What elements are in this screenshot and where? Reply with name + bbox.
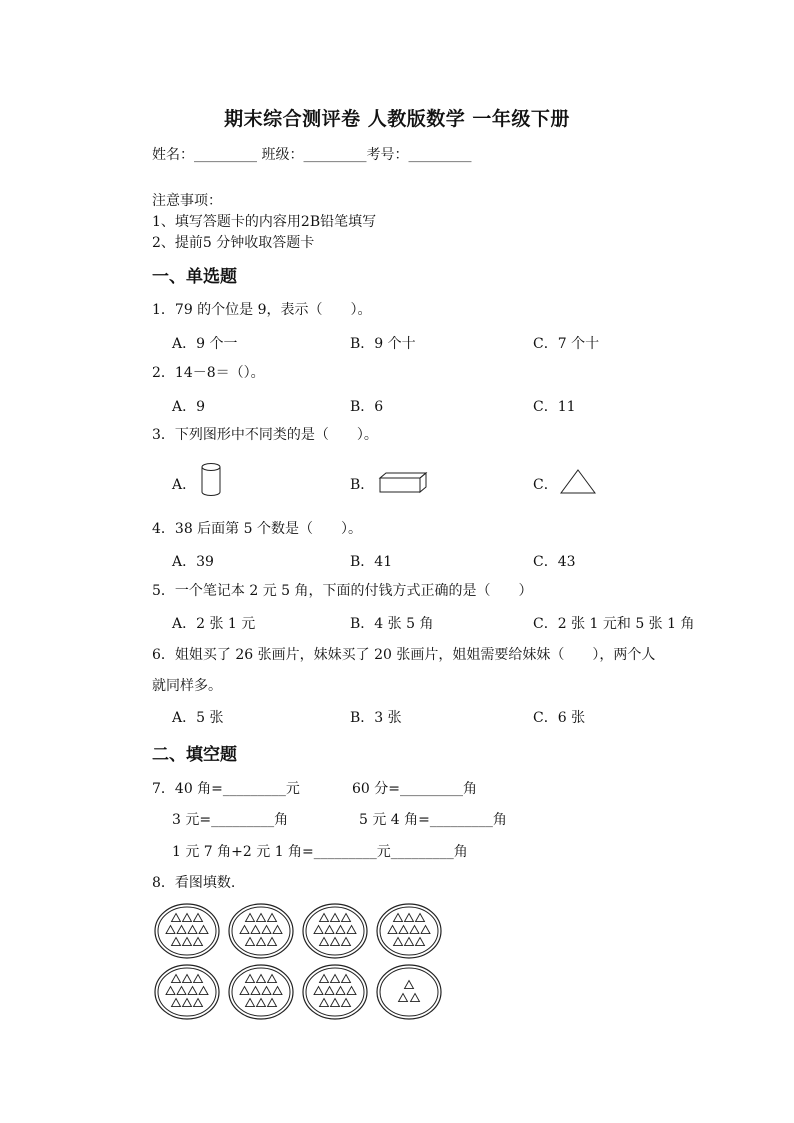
small-triangle [268, 975, 277, 983]
triangle-group-oval [303, 965, 367, 1019]
small-triangle [268, 999, 277, 1007]
small-triangle [331, 975, 340, 983]
small-triangle [188, 926, 197, 934]
small-triangle [172, 938, 181, 946]
triangle-group-oval [229, 965, 293, 1019]
small-triangle [262, 926, 271, 934]
small-triangle [257, 999, 266, 1007]
small-triangle [177, 926, 186, 934]
small-triangle [251, 987, 260, 995]
option-c: C． [533, 477, 558, 493]
small-triangle [342, 999, 351, 1007]
option-c: C．6 张 [533, 710, 586, 726]
small-triangle [325, 926, 334, 934]
option-b: B．41 [350, 554, 393, 570]
note-item: 1、填写答题卡的内容用2B铅笔填写 [152, 214, 377, 230]
small-triangle [405, 914, 414, 922]
question-stem: 4．38 后面第 5 个数是（ ）。 [152, 521, 362, 537]
small-triangle [416, 938, 425, 946]
note-item: 2、提前5 分钟收取答题卡 [152, 235, 315, 251]
small-triangle [314, 926, 323, 934]
small-triangle [421, 926, 430, 934]
small-triangle [314, 987, 323, 995]
question-stem: 2．14－8＝（）。 [152, 365, 265, 381]
small-triangle [388, 926, 397, 934]
option-b: B．3 张 [350, 710, 402, 726]
small-triangle [246, 914, 255, 922]
option-a: A．9 [172, 399, 206, 415]
small-triangle [257, 914, 266, 922]
page-title: 期末综合测评卷 人教版数学 一年级下册 [224, 108, 570, 130]
option-c: C．7 个十 [533, 336, 600, 352]
small-triangle [331, 999, 340, 1007]
small-triangle [257, 975, 266, 983]
small-triangle [347, 926, 356, 934]
student-info-line: 姓名：_________ 班级：_________考号：_________ [152, 147, 472, 163]
small-triangle [257, 938, 266, 946]
notes-heading: 注意事项： [152, 193, 222, 209]
fill-blank-line: 5 元 4 角=_________角 [359, 812, 507, 828]
small-triangle [183, 914, 192, 922]
fill-blank-line: 3 元=_________角 [172, 812, 289, 828]
small-triangle [273, 926, 282, 934]
option-b: B．6 [350, 399, 384, 415]
triangle-group-oval [229, 904, 293, 958]
small-triangle [342, 975, 351, 983]
fill-blank-line: 7．40 角=_________元 [152, 781, 300, 797]
small-triangle [166, 926, 175, 934]
small-triangle [183, 938, 192, 946]
small-triangle [166, 987, 175, 995]
triangle-group-oval [377, 965, 441, 1019]
question-stem-continued: 就同样多。 [152, 678, 222, 694]
question-stem: 6．姐姐买了 26 张画片，妹妹买了 20 张画片，姐姐需要给妹妹（ ），两个人 [152, 647, 656, 663]
small-triangle [262, 987, 271, 995]
option-b: B．9 个十 [350, 336, 416, 352]
question-stem: 5．一个笔记本 2 元 5 角，下面的付钱方式正确的是（ ） [152, 583, 533, 599]
cylinder-icon [198, 462, 226, 498]
small-triangle [183, 975, 192, 983]
small-triangle [331, 914, 340, 922]
triangle-group-oval [377, 904, 441, 958]
small-triangle [405, 981, 414, 989]
small-triangle [399, 926, 408, 934]
small-triangle [320, 999, 329, 1007]
small-triangle [194, 914, 203, 922]
option-c: C．43 [533, 554, 576, 570]
small-triangle [325, 987, 334, 995]
small-triangle [320, 938, 329, 946]
option-a: A．2 张 1 元 [172, 616, 256, 632]
oval-outer [229, 904, 293, 958]
oval-outer [303, 965, 367, 1019]
option-a: A． [172, 477, 197, 493]
triangle-group-oval [155, 965, 219, 1019]
option-a: A．9 个一 [172, 336, 238, 352]
section-heading-choice: 一、单选题 [152, 267, 237, 287]
small-triangle [246, 938, 255, 946]
small-triangle [336, 987, 345, 995]
small-triangle [410, 926, 419, 934]
question-stem: 8．看图填数. [152, 875, 236, 891]
small-triangle [347, 987, 356, 995]
small-triangle [268, 914, 277, 922]
oval-outer [377, 965, 441, 1019]
small-triangle [416, 914, 425, 922]
cuboid-icon [378, 470, 430, 496]
small-triangle [172, 975, 181, 983]
option-b: B． [350, 477, 375, 493]
small-triangle [188, 987, 197, 995]
small-triangle [405, 938, 414, 946]
small-triangle [246, 975, 255, 983]
oval-outer [377, 904, 441, 958]
option-a: A．39 [172, 554, 214, 570]
small-triangle [177, 987, 186, 995]
small-triangle [240, 926, 249, 934]
small-triangle [394, 938, 403, 946]
small-triangle [331, 938, 340, 946]
triangle-icon [558, 468, 598, 496]
oval-inner [380, 968, 438, 1016]
small-triangle [172, 999, 181, 1007]
small-triangle [399, 994, 408, 1002]
question-stem: 3．下列图形中不同类的是（ ）。 [152, 427, 378, 443]
triangle-group-oval [155, 904, 219, 958]
fill-blank-line: 1 元 7 角+2 元 1 角=_________元_________角 [172, 844, 468, 860]
triangle-groups-figure [150, 900, 450, 1024]
triangle-group-oval [303, 904, 367, 958]
small-triangle [320, 914, 329, 922]
small-triangle [251, 926, 260, 934]
small-triangle [194, 938, 203, 946]
small-triangle [199, 926, 208, 934]
small-triangle [394, 914, 403, 922]
small-triangle [273, 987, 282, 995]
small-triangle [342, 938, 351, 946]
oval-outer [155, 965, 219, 1019]
small-triangle [342, 914, 351, 922]
small-triangle [411, 994, 420, 1002]
fill-blank-line: 60 分=_________角 [352, 781, 477, 797]
option-c: C．11 [533, 399, 576, 415]
option-a: A．5 张 [172, 710, 224, 726]
option-c: C．2 张 1 元和 5 张 1 角 [533, 616, 695, 632]
small-triangle [183, 999, 192, 1007]
small-triangle [320, 975, 329, 983]
oval-outer [155, 904, 219, 958]
small-triangle [336, 926, 345, 934]
option-b: B．4 张 5 角 [350, 616, 434, 632]
small-triangle [194, 999, 203, 1007]
oval-outer [303, 904, 367, 958]
small-triangle [172, 914, 181, 922]
small-triangle [199, 987, 208, 995]
section-heading-fill: 二、填空题 [152, 745, 237, 765]
small-triangle [246, 999, 255, 1007]
small-triangle [240, 987, 249, 995]
small-triangle [194, 975, 203, 983]
oval-outer [229, 965, 293, 1019]
small-triangle [268, 938, 277, 946]
question-stem: 1．79 的个位是 9，表示（ ）。 [152, 302, 372, 318]
